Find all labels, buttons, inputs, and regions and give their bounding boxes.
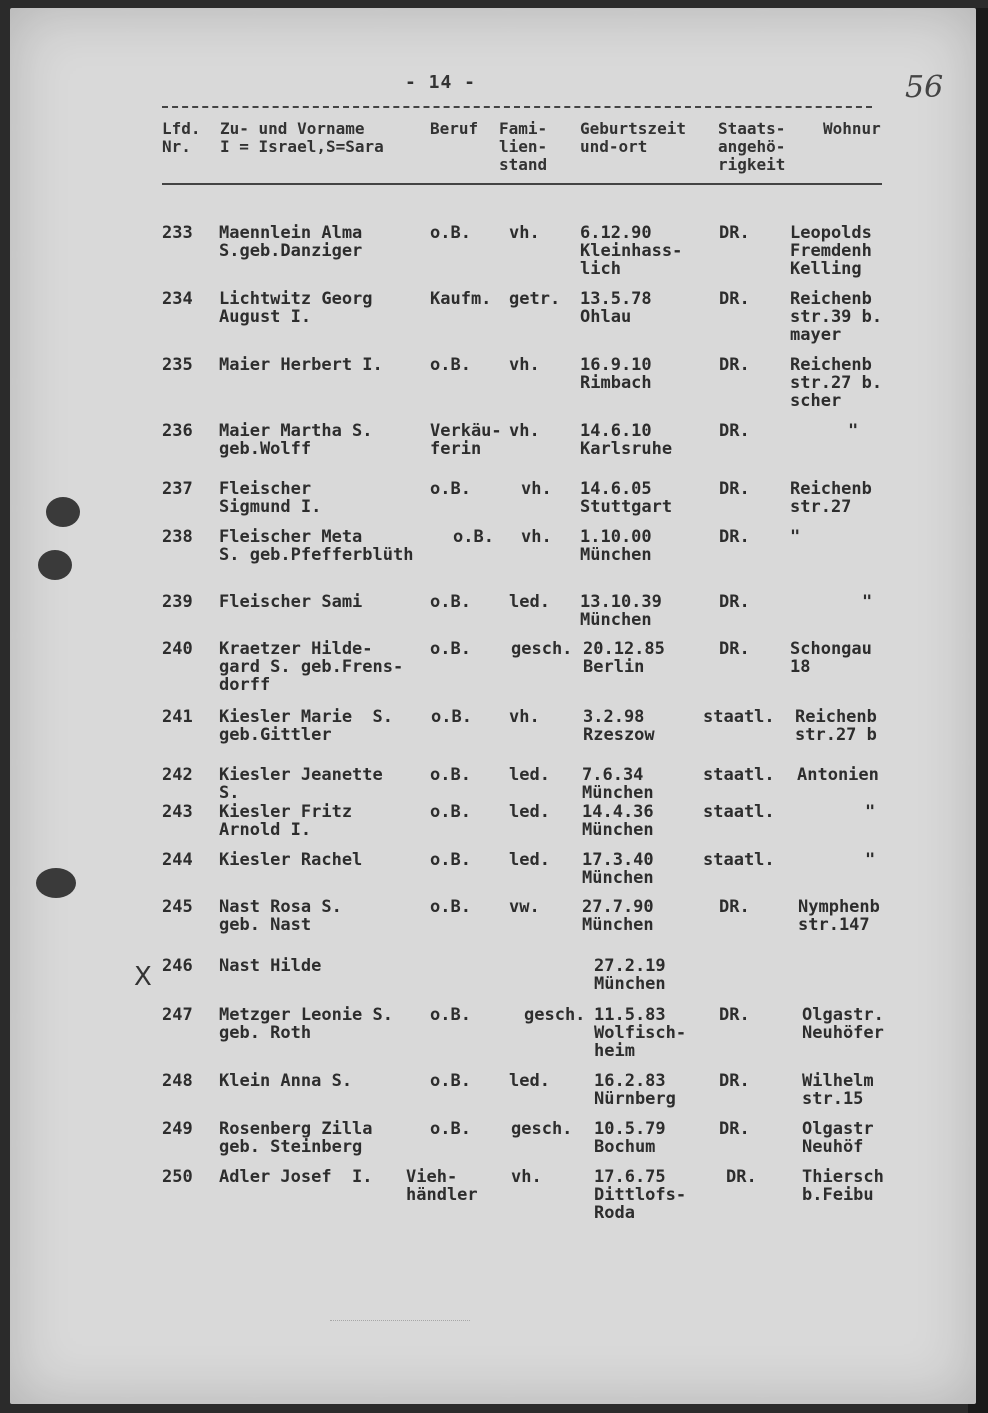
cell-nr: 236 [162, 421, 193, 441]
cell-beruf: o.B. [430, 765, 471, 785]
cell-nr: 249 [162, 1119, 193, 1139]
cell-nr: 242 [162, 765, 193, 785]
cell-name: Kiesler Marie S. geb.Gittler [219, 707, 393, 745]
cell-name: Klein Anna S. [219, 1071, 353, 1091]
cell-beruf: o.B. [453, 527, 494, 547]
cell-stand: vh. [509, 223, 540, 243]
cell-beruf: o.B. [430, 1119, 471, 1139]
header-wohnung: Wohnur [823, 119, 881, 138]
header-staatsangehoerigkeit: Staats- angehö- rigkeit [718, 119, 786, 174]
cell-staat: DR. [719, 355, 750, 375]
cell-geburt: 17.6.75 Dittlofs- Roda [594, 1167, 687, 1223]
cell-geburt: 16.9.10 Rimbach [580, 355, 652, 393]
cell-wohnung: " [862, 592, 873, 612]
cell-wohnung: " [790, 527, 801, 547]
cell-nr: 247 [162, 1005, 193, 1025]
cell-wohnung: Antonien [797, 765, 879, 785]
cell-geburt: 27.7.90 München [582, 897, 654, 935]
punch-hole [36, 868, 76, 898]
header-lfd-nr: Lfd. Nr. [162, 119, 201, 156]
punch-hole [46, 497, 80, 527]
cell-staat: staatl. [703, 850, 775, 870]
cell-nr: 250 [162, 1167, 193, 1187]
header-beruf: Beruf [430, 119, 479, 138]
cell-geburt: 14.6.10 Karlsruhe [580, 421, 673, 459]
cell-stand: vh. [521, 479, 552, 499]
cell-stand: led. [509, 765, 550, 785]
cell-beruf: Verkäu- ferin [430, 421, 502, 459]
cell-name: Nast Hilde [219, 956, 322, 976]
cell-staat: staatl. [703, 802, 775, 822]
cell-stand: led. [509, 1071, 550, 1091]
cell-name: Maennlein Alma S.geb.Danziger [219, 223, 363, 261]
cell-stand: gesch. [511, 1119, 573, 1139]
cell-wohnung: " [865, 802, 876, 822]
cell-geburt: 7.6.34 München [582, 765, 654, 803]
cell-nr: 233 [162, 223, 193, 243]
cell-name: Rosenberg Zilla geb. Steinberg [219, 1119, 373, 1157]
cell-name: Fleischer Sigmund I. [219, 479, 322, 517]
cell-name: Lichtwitz Georg August I. [219, 289, 373, 327]
cell-staat: DR. [719, 1005, 750, 1025]
cell-stand: gesch. [511, 639, 573, 659]
cell-staat: DR. [719, 421, 750, 441]
cell-wohnung: Leopolds Fremdenh Kelling [790, 223, 872, 279]
cell-nr: 239 [162, 592, 193, 612]
cell-stand: getr. [509, 289, 561, 309]
cell-staat: DR. [719, 479, 750, 499]
header-top-rule [162, 106, 872, 108]
cell-nr: 248 [162, 1071, 193, 1091]
cell-wohnung: Reichenb str.27 [790, 479, 872, 517]
cell-wohnung: Reichenb str.39 b. mayer [790, 289, 883, 345]
cell-nr: 235 [162, 355, 193, 375]
smudge [330, 1320, 470, 1361]
cell-name: Kiesler Jeanette S. [219, 765, 383, 803]
cell-name: Kiesler Rachel [219, 850, 363, 870]
cell-staat: DR. [719, 1119, 750, 1139]
cell-stand: vw. [509, 897, 540, 917]
cell-geburt: 13.10.39 München [580, 592, 662, 630]
cell-geburt: 14.6.05 Stuttgart [580, 479, 673, 517]
cell-wohnung: Nymphenb str.147 [798, 897, 880, 935]
cell-staat: DR. [719, 897, 750, 917]
cell-nr: 237 [162, 479, 193, 499]
cell-name: Metzger Leonie S. geb. Roth [219, 1005, 393, 1043]
cell-staat: DR. [719, 592, 750, 612]
cell-beruf: o.B. [430, 897, 471, 917]
cell-name: Fleischer Meta S. geb.Pfefferblüth [219, 527, 414, 565]
cell-geburt: 14.4.36 München [582, 802, 654, 840]
cell-beruf: o.B. [430, 1005, 471, 1025]
punch-hole [38, 550, 72, 580]
cell-wohnung: " [848, 421, 859, 441]
cell-nr: 238 [162, 527, 193, 547]
page-number: - 14 - [405, 72, 477, 93]
header-name: Zu- und Vorname I = Israel,S=Sara [220, 119, 384, 156]
margin-cross-mark: X [134, 962, 152, 992]
cell-nr: 241 [162, 707, 193, 727]
cell-beruf: o.B. [430, 802, 471, 822]
cell-name: Maier Martha S. geb.Wolff [219, 421, 373, 459]
cell-name: Kraetzer Hilde- gard S. geb.Frens- dorff [219, 639, 404, 695]
cell-name: Maier Herbert I. [219, 355, 383, 375]
cell-staat: staatl. [703, 707, 775, 727]
cell-staat: DR. [719, 289, 750, 309]
cell-geburt: 1.10.00 München [580, 527, 652, 565]
header-bottom-rule [162, 183, 882, 185]
cell-geburt: 20.12.85 Berlin [583, 639, 665, 677]
cell-nr: 244 [162, 850, 193, 870]
cell-beruf: o.B. [430, 479, 471, 499]
cell-nr: 234 [162, 289, 193, 309]
cell-staat: staatl. [703, 765, 775, 785]
cell-staat: DR. [726, 1167, 757, 1187]
cell-geburt: 27.2.19 München [594, 956, 666, 994]
cell-stand: led. [509, 850, 550, 870]
cell-nr: 246 [162, 956, 193, 976]
cell-name: Nast Rosa S. geb. Nast [219, 897, 342, 935]
cell-beruf: Vieh- händler [406, 1167, 478, 1205]
cell-geburt: 16.2.83 Nürnberg [594, 1071, 676, 1109]
cell-wohnung: Reichenb str.27 b [795, 707, 877, 745]
cell-wohnung: Olgastr. Neuhöfer [802, 1005, 884, 1043]
cell-stand: vh. [509, 421, 540, 441]
cell-stand: vh. [511, 1167, 542, 1187]
cell-geburt: 6.12.90 Kleinhass- lich [580, 223, 683, 279]
cell-nr: 245 [162, 897, 193, 917]
cell-nr: 243 [162, 802, 193, 822]
cell-stand: led. [509, 802, 550, 822]
header-familienstand: Fami- lien- stand [499, 119, 548, 174]
cell-wohnung: Thiersch b.Feibu [802, 1167, 884, 1205]
cell-geburt: 13.5.78 Ohlau [580, 289, 652, 327]
cell-nr: 240 [162, 639, 193, 659]
cell-wohnung: Wilhelm str.15 [802, 1071, 874, 1109]
cell-wohnung: Reichenb str.27 b. scher [790, 355, 883, 411]
folio-number: 56 [905, 70, 944, 105]
cell-geburt: 10.5.79 Bochum [594, 1119, 666, 1157]
cell-geburt: 11.5.83 Wolfisch- heim [594, 1005, 687, 1061]
cell-beruf: o.B. [430, 1071, 471, 1091]
cell-beruf: o.B. [430, 592, 471, 612]
cell-wohnung: " [865, 850, 876, 870]
cell-beruf: Kaufm. [430, 289, 492, 309]
cell-stand: led. [509, 592, 550, 612]
cell-staat: DR. [719, 639, 750, 659]
cell-stand: gesch. [524, 1005, 586, 1025]
cell-beruf: o.B. [430, 850, 471, 870]
cell-staat: DR. [719, 1071, 750, 1091]
cell-stand: vh. [521, 527, 552, 547]
cell-name: Fleischer Sami [219, 592, 363, 612]
cell-beruf: o.B. [430, 639, 471, 659]
header-geburt: Geburtszeit und-ort [580, 119, 686, 156]
cell-geburt: 17.3.40 München [582, 850, 654, 888]
cell-staat: DR. [719, 527, 750, 547]
cell-stand: vh. [509, 707, 540, 727]
cell-name: Kiesler Fritz Arnold I. [219, 802, 353, 840]
cell-wohnung: Olgastr Neuhöf [802, 1119, 874, 1157]
cell-name: Adler Josef I. [219, 1167, 373, 1187]
cell-geburt: 3.2.98 Rzeszow [583, 707, 655, 745]
cell-stand: vh. [509, 355, 540, 375]
cell-wohnung: Schongau 18 [790, 639, 872, 677]
cell-beruf: o.B. [430, 223, 471, 243]
cell-beruf: o.B. [431, 707, 472, 727]
cell-beruf: o.B. [430, 355, 471, 375]
cell-staat: DR. [719, 223, 750, 243]
